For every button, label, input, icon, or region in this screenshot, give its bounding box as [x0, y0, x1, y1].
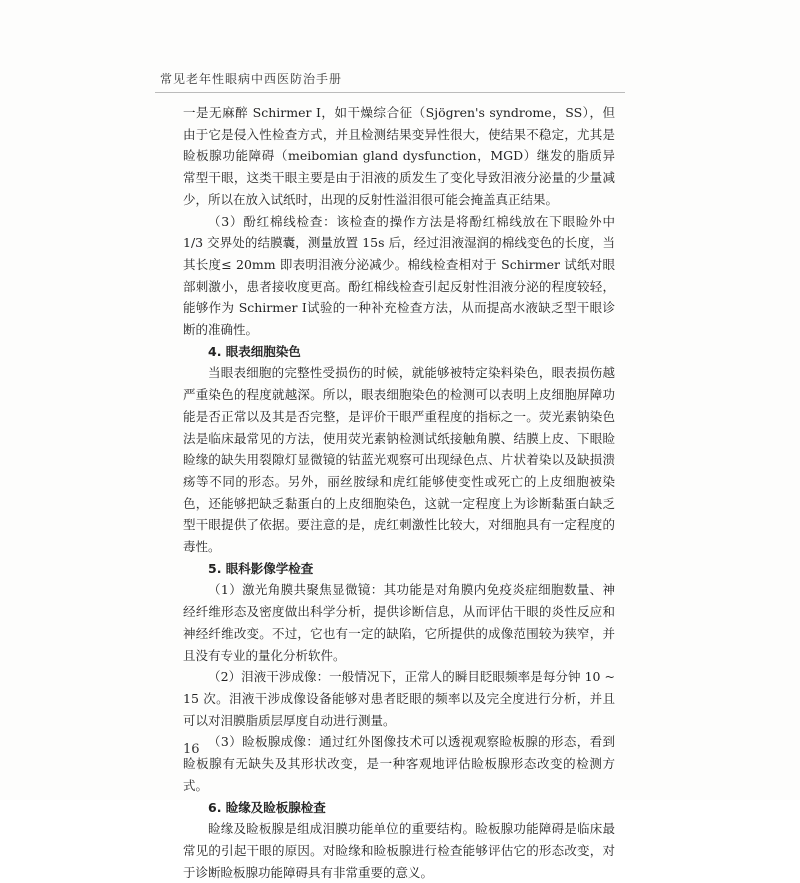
section-heading-4: 4. 眼表细胞染色 [208, 343, 301, 359]
header-rule [155, 92, 625, 93]
paragraph-lid-margin-exam: 睑缘及睑板腺是组成泪膜功能单位的重要结构。睑板腺功能障碍是临床最常见的引起干眼的原因。对睑缘和睑板腺进行检查能够评估它的形态改变，对于诊断睑板腺功能障碍具有非常重要的意义。 [183, 821, 615, 880]
page-body [183, 102, 615, 883]
paragraph-ocular-surface-staining: 当眼表细胞的完整性受损伤的时候，就能够被特定染料染色，眼表损伤越严重染色的程度就越深。所以，眼表细胞染色的检测可以表明上皮细胞屏障功能是否正常以及其是否完整，是评价干眼严重程度的指标之一。荧光素钠染色法是临床最常见的方法，使用荧光素钠检测试纸接触角膜、结膜上皮、下眼睑睑缘的缺失用裂隙灯显微镜的钴蓝光观察可出现绿色点、片状着染以及缺损溃疡等不同的形态。另外，丽丝胺绿和虎红能够使变性或死亡的上皮细胞被染色，还能够把缺乏黏蛋白的上皮细胞染色，这就一定程度上为诊断黏蛋白缺乏型干眼提供了依据。要注意的是，虎红刺激性比较大，对细胞具有一定程度的毒性。 [183, 365, 615, 555]
section-heading-6: 6. 睑缘及睑板腺检查 [208, 799, 326, 815]
paragraph-tear-interference-imaging: （2）泪液干涉成像：一般情况下，正常人的瞬目眨眼频率是每分钟 10 ~ 15 次。泪液干涉成像设备能够对患者眨眼的频率以及完全度进行分析，并且可以对泪膜脂质层厚度自动进行测量。 [183, 669, 615, 728]
paragraph-continued: 一是无麻醉 Schirmer Ⅰ，如干燥综合征（Sjögren's syndrome，SS），但由于它是侵入性检查方式，并且检测结果变异性很大，使结果不稳定，尤其是睑板腺功能障碍（meibomian gland dysfunction，MGD）继发的脂质异常型干眼，这类干眼主要是由于泪液的质发生了变化导致泪液分泌量的少量减少，所以在放入试纸时，出现的反射性溢泪很可能会掩盖真正结果。 [183, 105, 615, 207]
paragraph-phenol-red-thread-test: （3）酚红棉线检查：该检查的操作方法是将酚红棉线放在下眼睑外中 1/3 交界处的结膜囊，测量放置 15s 后，经过泪液湿润的棉线变色的长度，当其长度≤ 20mm 即表明泪液分泌减少。棉线检查相对于 Schirmer 试纸对眼部刺激小，患者接收度更高。酚红棉线检查引起反射性泪液分泌的程度较轻，能够作为 Schirmer Ⅰ试验的一种补充检查方法，从而提高水液缺乏型干眼诊断的准确性。 [183, 213, 615, 338]
paragraph-meibography: （3）睑板腺成像：通过红外图像技术可以透视观察睑板腺的形态，看到睑板腺有无缺失及其形状改变，是一种客观地评估睑板腺形态改变的检测方式。 [183, 734, 615, 793]
page-number: 16 [183, 742, 200, 757]
section-heading-5: 5. 眼科影像学检查 [208, 560, 314, 576]
running-header: 常见老年性眼病中西医防治手册 [160, 72, 343, 86]
paragraph-confocal-microscopy: （1）激光角膜共聚焦显微镜：其功能是对角膜内免疫炎症细胞数量、神经纤维形态及密度做出科学分析，提供诊断信息，从而评估干眼的炎性反应和神经纤维改变。不过，它也有一定的缺陷，它所提供的成像范围较为狭窄，并且没有专业的量化分析软件。 [183, 582, 615, 663]
